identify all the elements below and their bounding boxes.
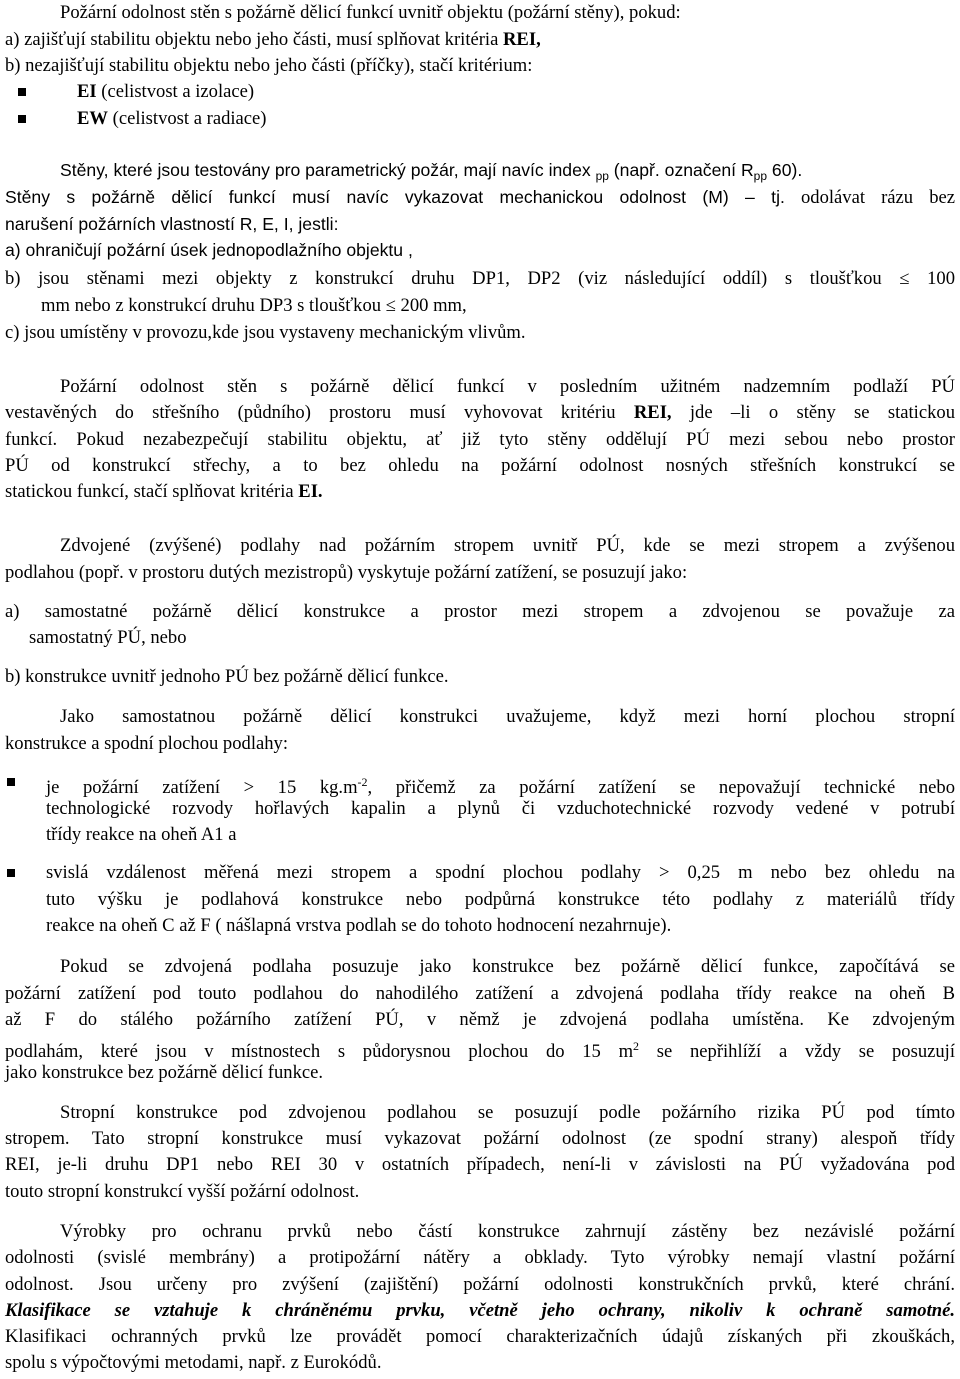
text: se nepřihlíží a vždy se posuzují	[639, 1041, 955, 1062]
paragraph-line: Zdvojené (zvýšené) podlahy nad požárním stropem uvnitř PÚ, kde se mezi stropem a zvýšenou	[60, 535, 955, 556]
paragraph-line: odolnosti (svislé membrány) a protipožární nátěry a obklady. Tyto výrobky nemají vlastní požární	[5, 1247, 955, 1268]
square-bullet-icon	[7, 778, 15, 786]
bullet-line: reakce na oheň C až F ( nášlapná vrstva podlah se do tohoto hodnocení nezahrnuje).	[46, 915, 672, 936]
text: Stěny, které jsou testovány pro parametrický požár, mají navíc index	[60, 160, 596, 180]
square-bullet-icon	[7, 869, 15, 877]
superscript: -2	[357, 775, 368, 789]
text: , přičemž za požární zatížení se nepovažují technické nebo	[367, 777, 955, 798]
bullet-line: technologické rozvody hořlavých kapalin a plynů či vzduchotechnické rozvody vedené v potrubí	[46, 798, 955, 819]
list-item-b-cont: mm nebo z konstrukcí druhu DP3 s tloušťkou ≤ 200 mm,	[41, 295, 467, 316]
bullet-line	[46, 771, 955, 799]
text: statickou funkcí, stačí splňovat kritéria	[5, 481, 299, 502]
paragraph-line	[60, 159, 802, 187]
list-text: a) zajišťují stabilitu objektu nebo jeho části, musí splňovat kritéria	[5, 29, 503, 50]
paragraph-line: až F do stálého požárního zatížení PÚ, v němž je zdvojená podlaha umístěna. Ke zdvojeným	[5, 1009, 955, 1030]
bullet-line: tuto výšku je podlahová konstrukce nebo podpůrná konstrukce této podlahy z materiálů třídy	[46, 889, 955, 910]
bullet-item-ew	[77, 108, 266, 130]
paragraph-line: funkcí. Pokud nezabezpečují stabilitu objektu, ať již tyto stěny oddělují PÚ mezi sebou nebo prostor	[5, 429, 955, 450]
bullet-item-ei	[77, 81, 254, 103]
list-item-b: b) jsou stěnami mezi objekty z konstrukcí druhu DP1, DP2 (viz následující oddíl) s tloušťkou ≤ 100	[5, 268, 955, 289]
paragraph-line: PÚ od konstrukcí střechy, a to bez ohledu na požární odolnost nosných střešních konstrukcí se	[5, 455, 955, 476]
bold-term: EI.	[298, 481, 323, 502]
subscript: pp	[753, 169, 768, 183]
paragraph-line: Požární odolnost stěn s požárně dělicí funkcí v posledním užitném nadzemním podlaží PÚ	[60, 376, 955, 397]
paragraph-line: Jako samostatnou požárně dělicí konstrukci uvažujeme, když mezi horní plochou stropní	[60, 706, 955, 727]
paragraph-line: Stropní konstrukce pod zdvojenou podlahou se posuzují podle požárního rizika PÚ pod tímto	[60, 1102, 955, 1123]
bold-term: EI	[77, 81, 97, 102]
list-item-a-cont: samostatný PÚ, nebo	[29, 627, 187, 648]
paragraph-line: jako konstrukce bez požárně dělicí funkce.	[5, 1062, 324, 1083]
paragraph-line: Požární odolnost stěn s požárně dělicí funkcí uvnitř objektu (požární stěny), pokud:	[60, 2, 681, 23]
paragraph-line: spolu s výpočtovými metodami, např. z Eurokódů.	[5, 1352, 382, 1373]
paragraph-line: požární zatížení pod touto podlahou do nahodilého zatížení a zdvojená podlaha třídy reakce na oheň B	[5, 983, 955, 1004]
list-item-a: a) samostatné požárně dělicí konstrukce a prostor mezi stropem a zdvojenou se považuje za	[5, 601, 955, 622]
paragraph-line: odolnost. Jsou určeny pro zvýšení (zajištění) požární odolnosti konstrukčních prvků, které chrání.	[5, 1274, 955, 1295]
bold-term: EW	[77, 108, 108, 129]
paragraph-line	[5, 1035, 955, 1063]
paragraph-line: narušení požárních vlastností R, E, I, jestli:	[5, 214, 339, 234]
text: jde –li o stěny se statickou	[671, 402, 955, 423]
bold-term: REI,	[633, 402, 672, 423]
paragraph-line: podlahou (popř. v prostoru dutých mezistropů) vyskytuje požární zatížení, se posuzují jako:	[5, 562, 688, 583]
subscript: pp	[595, 169, 609, 183]
list-item-a	[5, 29, 541, 51]
bullet-text: (celistvost a radiace)	[108, 108, 267, 129]
text: (např. označení R	[608, 160, 754, 180]
text: 60).	[767, 160, 803, 180]
paragraph-line	[5, 186, 955, 209]
paragraph-line: REI, je-li druhu DP1 nebo REI 30 v ostatních případech, není-li v závislosti na PÚ vyžadována pod	[5, 1154, 955, 1175]
bold-term: REI,	[503, 29, 541, 50]
bullet-text: (celistvost a izolace)	[96, 81, 255, 102]
paragraph-line: touto stropní konstrukcí vyšší požární odolnost.	[5, 1181, 360, 1202]
text: podlahám, které jsou v místnostech s půdorysnou plochou do 15 m	[5, 1041, 634, 1062]
list-item-b: b) konstrukce uvnitř jednoho PÚ bez požárně dělicí funkce.	[5, 666, 449, 687]
square-bullet-icon	[18, 115, 26, 123]
square-bullet-icon	[18, 88, 26, 96]
list-item-b: b) nezajišťují stabilitu objektu nebo jeho části (příčky), stačí kritérium:	[5, 55, 533, 76]
text: je požární zatížení > 15 kg.m	[46, 777, 358, 798]
text: vestavěných do střešního (půdního) prostoru musí vyhovovat kritériu	[5, 402, 634, 423]
paragraph-line	[5, 481, 323, 503]
emphasis-line: Klasifikace se vztahuje k chráněnému prvku, včetně jeho ochrany, nikoliv k ochraně samotné.	[5, 1300, 955, 1321]
list-item-a: a) ohraničují požární úsek jednopodlažního objektu ,	[5, 240, 413, 260]
bullet-line: třídy reakce na oheň A1 a	[46, 824, 237, 845]
superscript: 2	[633, 1039, 640, 1053]
paragraph-line: stropem. Tato stropní konstrukce musí vykazovat požární odolnost (ze spodní strany) alespoň třídy	[5, 1128, 955, 1149]
paragraph-line	[5, 402, 955, 424]
paragraph-line: Výrobky pro ochranu prvků nebo částí konstrukce zahrnují zástěny bez nezávislé požární	[60, 1221, 955, 1242]
paragraph-line: konstrukce a spodní plochou podlahy:	[5, 733, 288, 754]
bullet-line: svislá vzdálenost měřená mezi stropem a spodní plochou podlahy > 0,25 m nebo bez ohledu na	[46, 862, 955, 883]
paragraph-line: Pokud se zdvojená podlaha posuzuje jako konstrukce bez požárně dělicí funkce, započítává se	[60, 956, 955, 977]
list-item-c: c) jsou umístěny v provozu,kde jsou vystaveny mechanickým vlivům.	[5, 322, 526, 343]
text: odolávat rázu bez	[784, 187, 955, 208]
text: Stěny s požárně dělicí funkcí musí navíc vykazovat mechanickou odolnost (M) – tj.	[5, 187, 785, 207]
paragraph-line: Klasifikaci ochranných prvků lze provádět pomocí charakterizačních údajů získaných při zkouškách,	[5, 1326, 955, 1347]
